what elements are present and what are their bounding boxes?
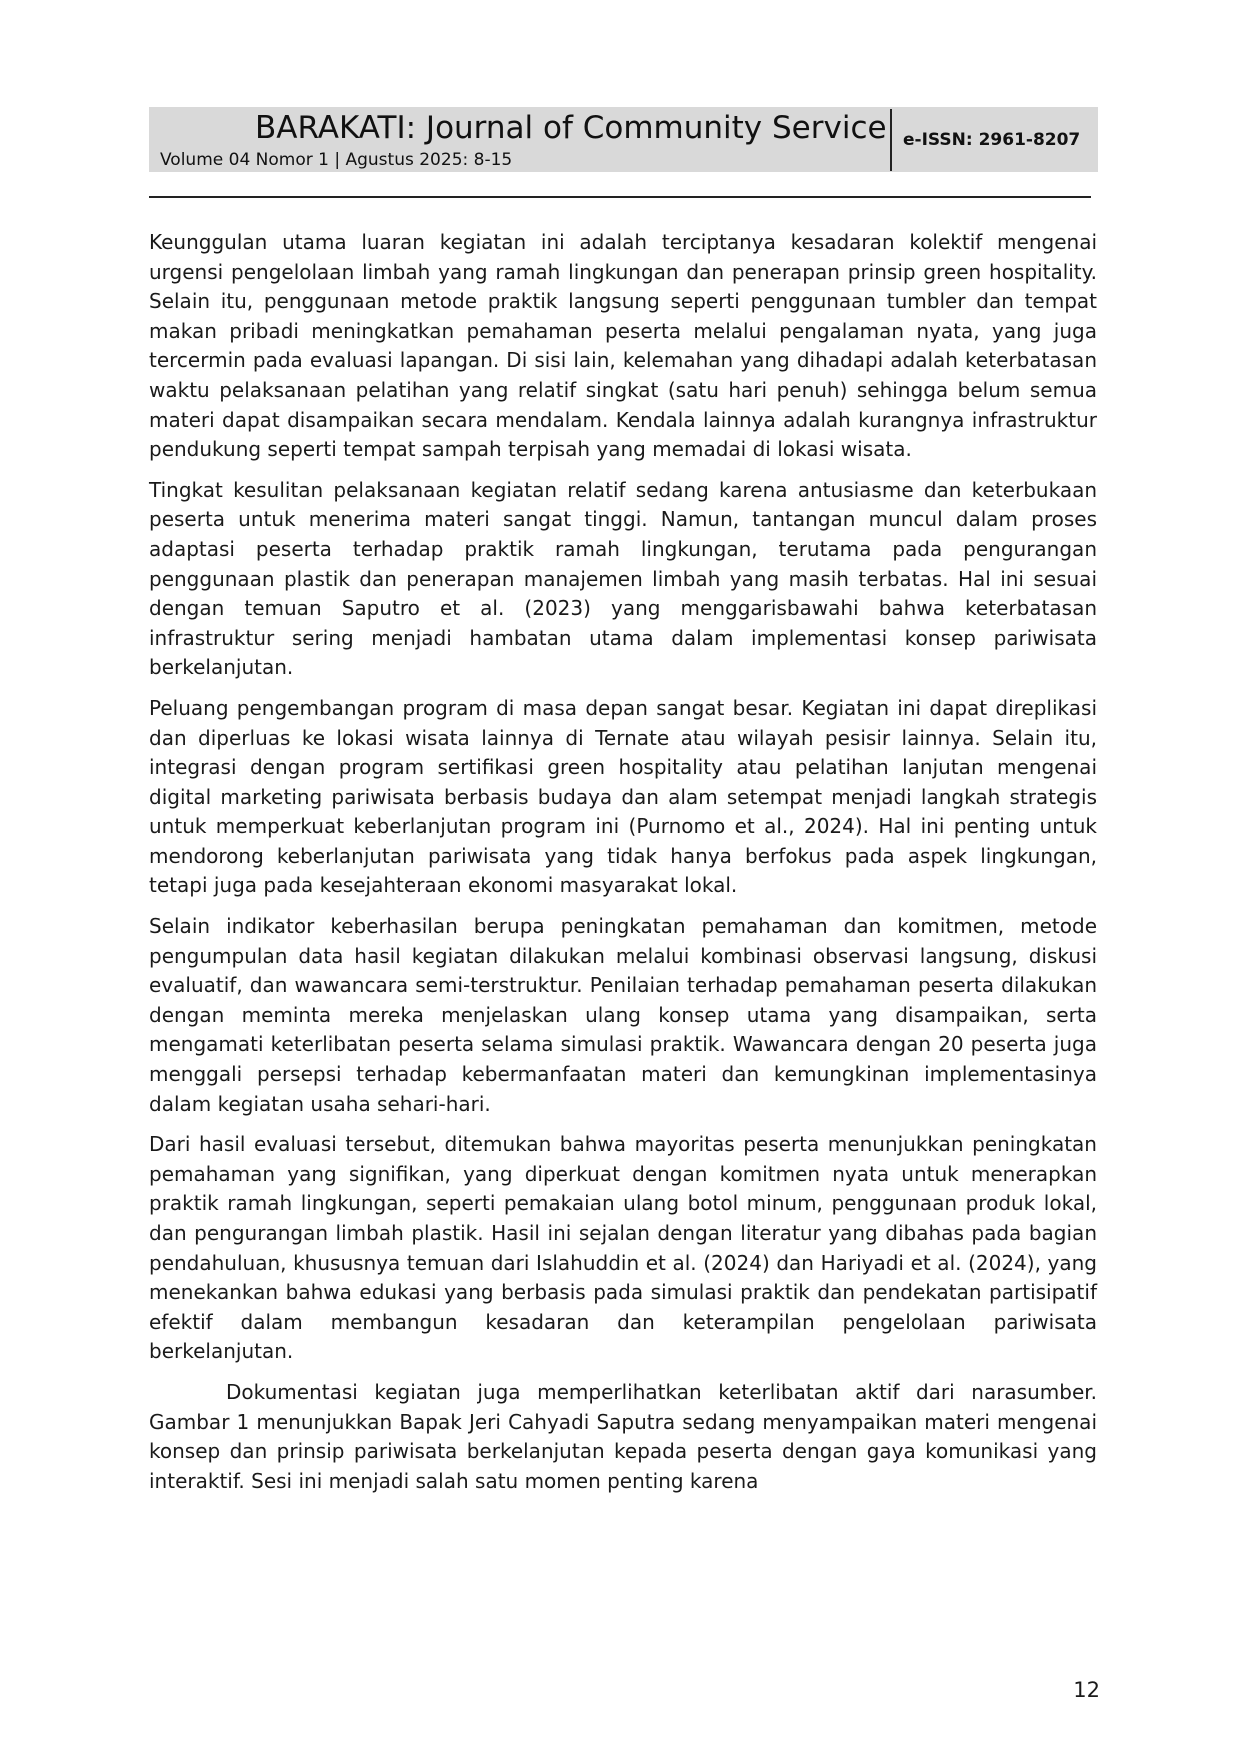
page-number: 12 bbox=[1073, 1678, 1100, 1702]
header-rule bbox=[149, 196, 1091, 198]
paragraph: Dokumentasi kegiatan juga memperlihatkan keterlibatan aktif dari narasumber. Gambar 1 menunjukkan Bapak Jeri Cahyadi Saputra sedang menyampaikan materi mengenai konsep dan prinsip pariwisata berkelanjutan kepada peserta dengan gaya komunikasi yang interaktif. Sesi ini menjadi salah satu momen penting karena bbox=[149, 1379, 1097, 1493]
article-body bbox=[149, 228, 1097, 1507]
paragraph: Keunggulan utama luaran kegiatan ini adalah terciptanya kesadaran kolektif mengenai urgensi pengelolaan limbah yang ramah lingkungan dan penerapan prinsip green hospitality. Selain itu, penggunaan metode praktik langsung seperti penggunaan tumbler dan tempat makan pribadi meningkatkan pemahaman peserta melalui pengalaman nyata, yang juga tercermin pada evaluasi lapangan. Di sisi lain, kelemahan yang dihadapi adalah keterbatasan waktu pelaksanaan pelatihan yang relatif singkat (satu hari penuh) sehingga belum semua materi dapat disampaikan secara mendalam. Kendala lainnya adalah kurangnya infrastruktur pendukung seperti tempat sampah terpisah yang memadai di lokasi wisata. bbox=[149, 230, 1097, 462]
issn-label: e-ISSN: 2961-8207 bbox=[903, 130, 1081, 150]
paragraph: Dari hasil evaluasi tersebut, ditemukan bahwa mayoritas peserta menunjukkan peningkatan pemahaman yang signifikan, yang diperkuat dengan komitmen nyata untuk menerapkan praktik ramah lingkungan, seperti pemakaian ulang botol minum, penggunaan produk lokal, dan pengurangan limbah plastik. Hasil ini sejalan dengan literatur yang dibahas pada bagian pendahuluan, khususnya temuan dari Islahuddin et al. (2024) dan Hariyadi et al. (2024), yang menekankan bahwa edukasi yang berbasis pada simulasi praktik dan pendekatan partisipatif efektif dalam membangun kesadaran dan keterampilan pengelolaan pariwisata berkelanjutan. bbox=[149, 1132, 1097, 1364]
journal-title: BARAKATI: Journal of Community Service bbox=[255, 110, 887, 146]
header-divider bbox=[890, 109, 892, 171]
paragraph: Tingkat kesulitan pelaksanaan kegiatan relatif sedang karena antusiasme dan keterbukaan peserta untuk menerima materi sangat tinggi. Namun, tantangan muncul dalam proses adaptasi peserta terhadap praktik ramah lingkungan, terutama pada pengurangan penggunaan plastik dan penerapan manajemen limbah yang masih terbatas. Hal ini sesuai dengan temuan Saputro et al. (2023) yang menggarisbawahi bahwa keterbatasan infrastruktur sering menjadi hambatan utama dalam implementasi konsep pariwisata berkelanjutan. bbox=[149, 477, 1097, 680]
paragraph: Selain indikator keberhasilan berupa peningkatan pemahaman dan komitmen, metode pengumpulan data hasil kegiatan dilakukan melalui kombinasi observasi langsung, diskusi evaluatif, dan wawancara semi-terstruktur. Penilaian terhadap pemahaman peserta dilakukan dengan meminta mereka menjelaskan ulang konsep utama yang disampaikan, serta mengamati keterlibatan peserta selama simulasi praktik. Wawancara dengan 20 peserta juga menggali persepsi terhadap kebermanfaatan materi dan kemungkinan implementasinya dalam kegiatan usaha sehari-hari. bbox=[149, 914, 1097, 1116]
paragraph: Peluang pengembangan program di masa depan sangat besar. Kegiatan ini dapat direplikasi dan diperluas ke lokasi wisata lainnya di Ternate atau wilayah pesisir lainnya. Selain itu, integrasi dengan program sertifikasi green hospitality atau pelatihan lanjutan mengenai digital marketing pariwisata berbasis budaya dan alam setempat menjadi langkah strategis untuk memperkuat keberlanjutan program ini (Purnomo et al., 2024). Hal ini penting untuk mendorong keberlanjutan pariwisata yang tidak hanya berfokus pada aspek lingkungan, tetapi juga pada kesejahteraan ekonomi masyarakat lokal. bbox=[149, 695, 1097, 898]
journal-volume-line: Volume 04 Nomor 1 | Agustus 2025: 8-15 bbox=[160, 150, 513, 170]
